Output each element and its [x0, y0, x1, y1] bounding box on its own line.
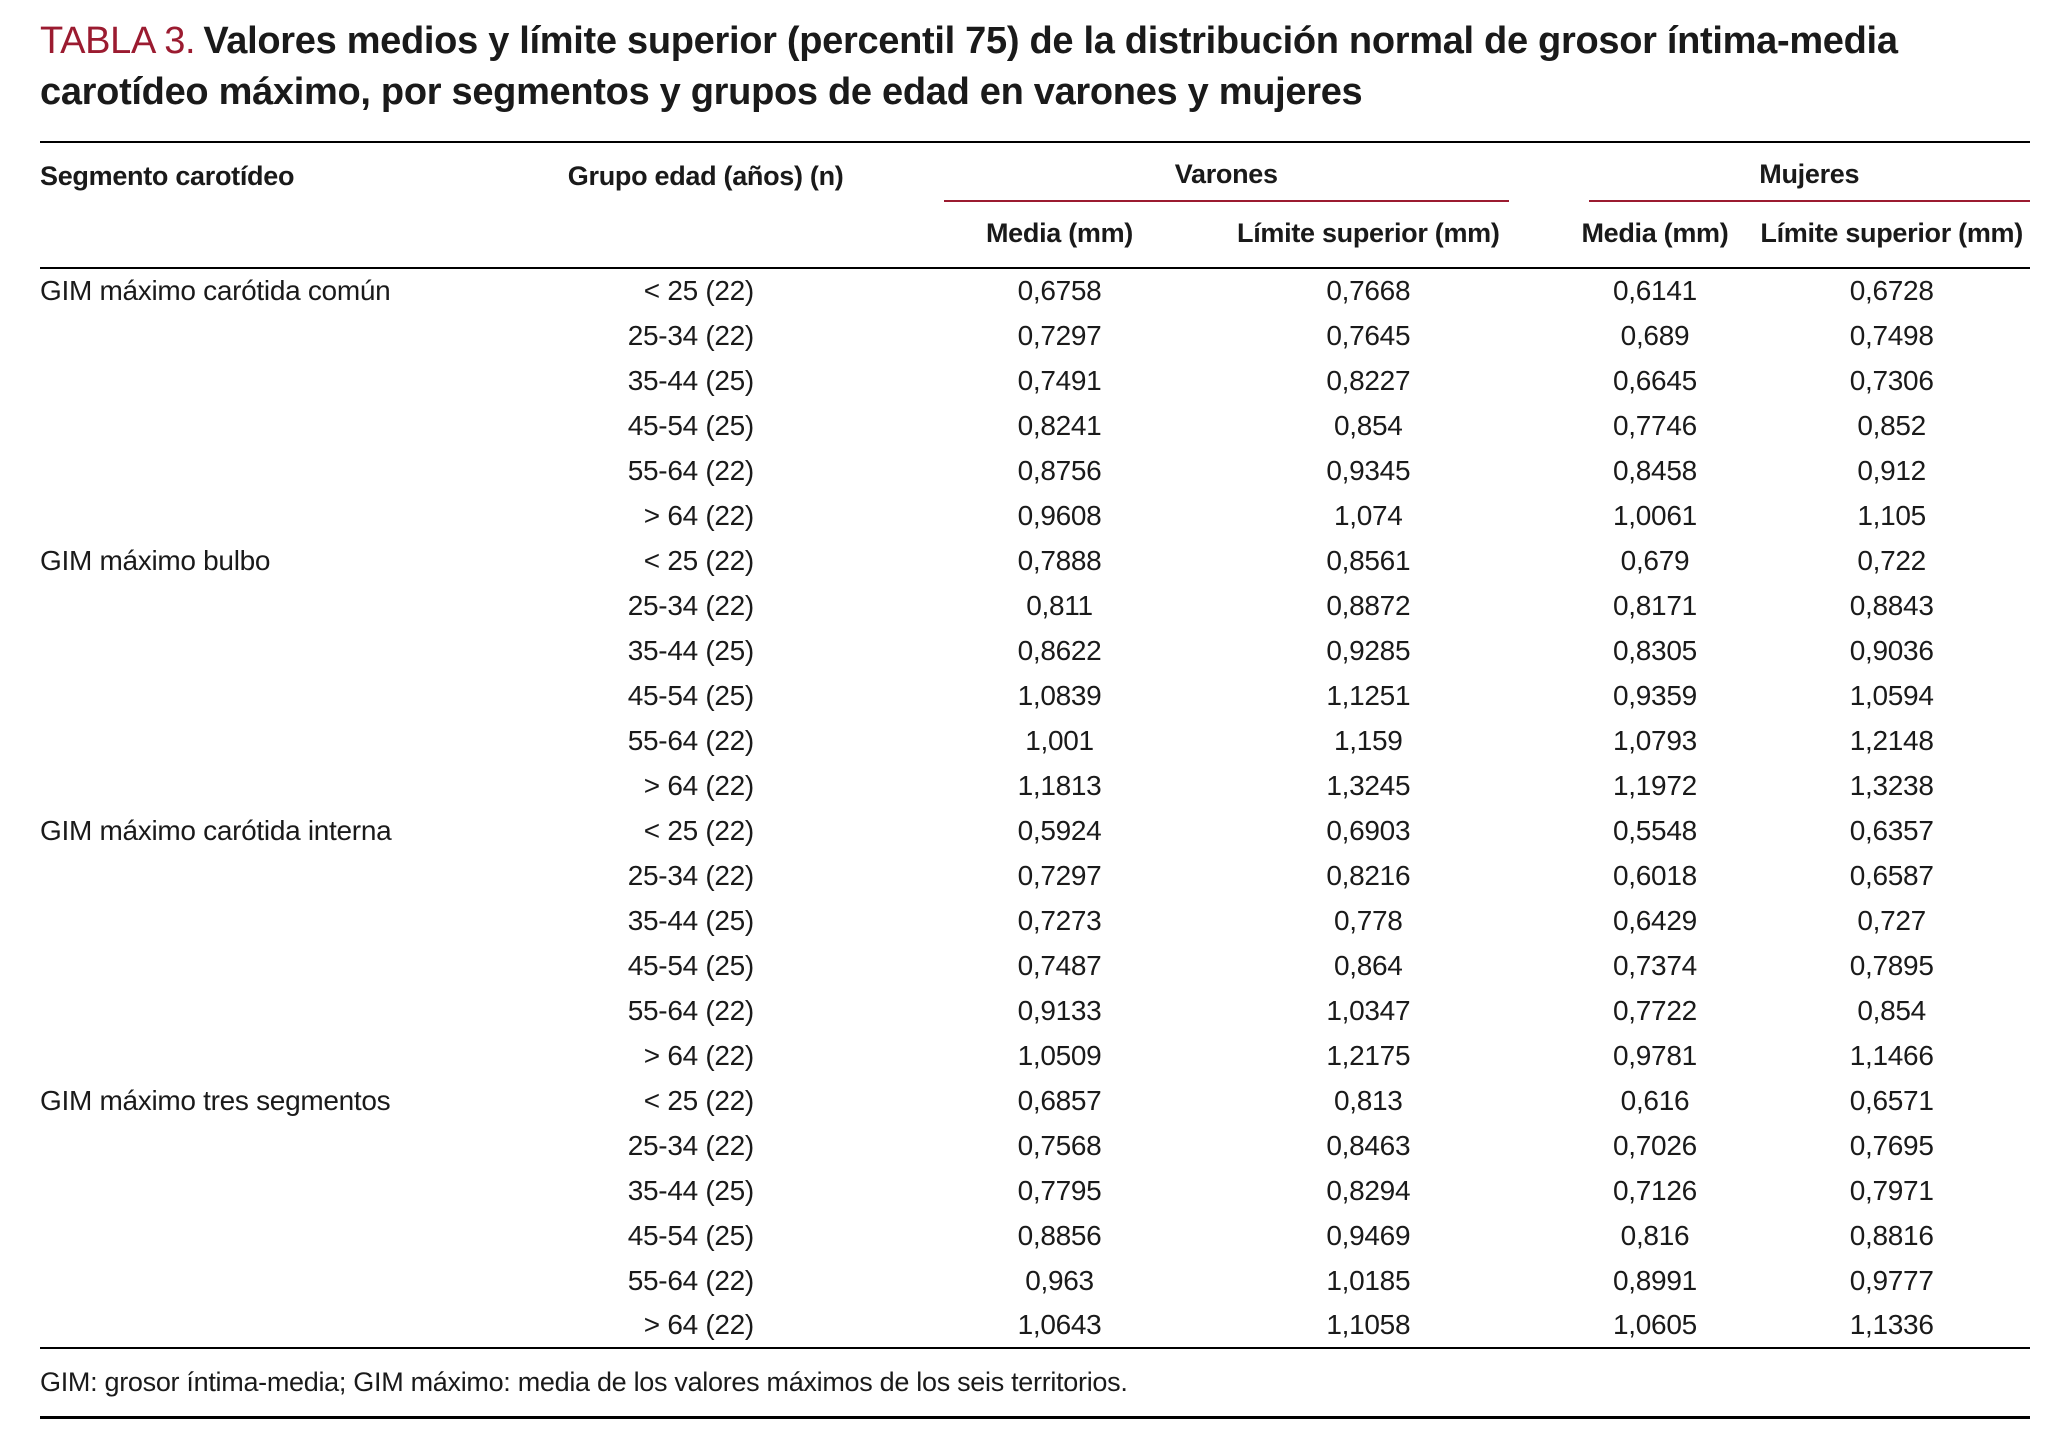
segment-cell — [40, 898, 567, 943]
value-cell: 0,852 — [1857, 409, 1926, 441]
value-cell: 0,9469 — [1326, 1219, 1411, 1251]
segment-cell — [40, 1168, 567, 1213]
age-group-cell: 35-44 (25) — [627, 364, 754, 396]
segment-cell — [40, 493, 567, 538]
value-cell: 0,8171 — [1613, 589, 1697, 621]
value-cell: 0,854 — [1334, 409, 1403, 441]
col-header-mujeres-limite: Límite superior (mm) — [1753, 202, 2030, 268]
value-cell: 0,8463 — [1326, 1129, 1411, 1161]
value-cell: 0,6645 — [1613, 364, 1697, 396]
age-group-cell: 55-64 (22) — [627, 994, 754, 1026]
value-cell: 0,5924 — [1017, 814, 1102, 846]
value-cell: 0,7126 — [1613, 1174, 1697, 1206]
table-footnote: GIM: grosor íntima-media; GIM máximo: media de los valores máximos de los seis territorios. — [40, 1367, 1128, 1398]
age-group-cell: 45-54 (25) — [627, 409, 754, 441]
table-caption-text: Valores medios y límite superior (percentil 75) de la distribución normal de grosor íntima-media carotídeo máximo, por segmentos y grupos de edad en varones y mujeres — [40, 20, 1898, 113]
value-cell: 1,1058 — [1326, 1309, 1411, 1341]
value-cell: 1,0793 — [1613, 724, 1697, 756]
value-cell: 1,0509 — [1017, 1039, 1102, 1071]
age-group-cell: < 25 (22) — [643, 814, 754, 846]
value-cell: 0,9777 — [1849, 1264, 1934, 1296]
value-cell: 1,1466 — [1849, 1039, 1934, 1071]
value-cell: 0,689 — [1620, 319, 1690, 351]
segment-cell — [40, 1258, 567, 1303]
value-cell: 0,727 — [1857, 904, 1926, 936]
table-row — [40, 1258, 2030, 1303]
value-cell: 0,7668 — [1326, 275, 1411, 307]
value-cell: 0,6903 — [1326, 814, 1411, 846]
value-cell: 0,9608 — [1017, 499, 1102, 531]
table-row — [40, 628, 2030, 673]
value-cell: 0,816 — [1620, 1219, 1690, 1251]
value-cell: 1,0061 — [1613, 499, 1697, 531]
value-cell: 0,8458 — [1613, 454, 1697, 486]
table-row — [40, 1078, 2030, 1123]
age-group-cell: 25-34 (22) — [627, 1129, 754, 1161]
age-group-cell: 45-54 (25) — [627, 949, 754, 981]
value-cell: 1,159 — [1334, 724, 1403, 756]
value-cell: 0,7026 — [1613, 1129, 1697, 1161]
age-group-cell: 45-54 (25) — [627, 1219, 754, 1251]
age-group-cell: 25-34 (22) — [627, 589, 754, 621]
table-header — [40, 142, 2030, 268]
segment-cell — [40, 1123, 567, 1168]
group-header-row — [40, 142, 2030, 202]
value-cell: 1,3245 — [1326, 769, 1411, 801]
value-cell: 0,9036 — [1849, 634, 1934, 666]
value-cell: 0,8872 — [1326, 589, 1411, 621]
value-cell: 1,1813 — [1017, 769, 1102, 801]
segment-cell — [40, 1213, 567, 1258]
table-row — [40, 718, 2030, 763]
value-cell: 0,7297 — [1017, 859, 1102, 891]
table-row — [40, 1168, 2030, 1213]
group-header-varones-cell — [844, 142, 1517, 202]
value-cell: 0,7695 — [1849, 1129, 1934, 1161]
segment-cell — [40, 1303, 567, 1348]
table-number-label: TABLA 3. — [40, 20, 196, 62]
value-cell: 1,105 — [1857, 499, 1926, 531]
segment-cell — [40, 718, 567, 763]
table-row — [40, 1123, 2030, 1168]
table-row — [40, 943, 2030, 988]
value-cell: 0,8216 — [1326, 859, 1411, 891]
value-cell: 0,811 — [1026, 589, 1093, 621]
table-row — [40, 448, 2030, 493]
value-cell: 1,001 — [1025, 724, 1094, 756]
segment-cell — [40, 628, 567, 673]
age-group-cell: 55-64 (22) — [627, 724, 754, 756]
value-cell: 0,9285 — [1326, 634, 1411, 666]
value-cell: 0,8843 — [1849, 589, 1934, 621]
value-cell: 1,074 — [1334, 499, 1403, 531]
value-cell: 0,6357 — [1849, 814, 1934, 846]
age-group-cell: 55-64 (22) — [627, 454, 754, 486]
table-row — [40, 313, 2030, 358]
segment-cell: GIM máximo bulbo — [40, 544, 271, 576]
value-cell: 0,679 — [1620, 544, 1690, 576]
value-cell: 0,722 — [1857, 544, 1926, 576]
table-row — [40, 1213, 2030, 1258]
value-cell: 0,7722 — [1613, 994, 1697, 1026]
value-cell: 0,8991 — [1613, 1264, 1697, 1296]
table-row — [40, 1033, 2030, 1078]
value-cell: 0,778 — [1334, 904, 1403, 936]
value-cell: 0,6728 — [1849, 275, 1934, 307]
value-cell: 0,9781 — [1613, 1039, 1697, 1071]
segment-cell — [40, 403, 567, 448]
table-row — [40, 1303, 2030, 1348]
table-row — [40, 853, 2030, 898]
value-cell: 0,6141 — [1613, 275, 1697, 307]
value-cell: 1,0185 — [1326, 1264, 1411, 1296]
value-cell: 0,7273 — [1017, 904, 1102, 936]
table-row — [40, 988, 2030, 1033]
table-row — [40, 538, 2030, 583]
table-row — [40, 583, 2030, 628]
age-group-cell: > 64 (22) — [643, 499, 754, 531]
segment-cell: GIM máximo tres segmentos — [40, 1084, 391, 1116]
value-cell: 0,7306 — [1849, 364, 1934, 396]
segment-cell — [40, 583, 567, 628]
value-cell: 0,963 — [1025, 1264, 1094, 1296]
value-cell: 0,6758 — [1017, 275, 1102, 307]
value-cell: 1,1336 — [1849, 1309, 1934, 1341]
age-group-cell: 25-34 (22) — [627, 319, 754, 351]
value-cell: 0,5548 — [1613, 814, 1697, 846]
age-group-cell: < 25 (22) — [643, 1084, 754, 1116]
table-row — [40, 268, 2030, 313]
value-cell: 0,6587 — [1849, 859, 1934, 891]
table-body — [40, 268, 2030, 1348]
value-cell: 0,8622 — [1017, 634, 1102, 666]
value-cell: 0,854 — [1857, 994, 1926, 1026]
value-cell: 1,0605 — [1613, 1309, 1697, 1341]
age-group-cell: 45-54 (25) — [627, 679, 754, 711]
age-group-cell: 55-64 (22) — [627, 1264, 754, 1296]
table-row — [40, 358, 2030, 403]
group-header-varones: Varones — [944, 143, 1509, 202]
value-cell: 0,7297 — [1017, 319, 1102, 351]
table-caption — [40, 16, 2030, 117]
col-header-segment: Segmento carotídeo — [40, 142, 567, 268]
segment-cell — [40, 853, 567, 898]
age-group-cell: 35-44 (25) — [627, 1174, 754, 1206]
value-cell: 0,9359 — [1613, 679, 1697, 711]
value-cell: 0,7374 — [1613, 949, 1697, 981]
value-cell: 0,8241 — [1017, 409, 1102, 441]
age-group-cell: > 64 (22) — [643, 1309, 754, 1341]
value-cell: 0,8305 — [1613, 634, 1697, 666]
age-group-cell: 35-44 (25) — [627, 904, 754, 936]
value-cell: 1,0594 — [1849, 679, 1934, 711]
segment-cell — [40, 313, 567, 358]
value-cell: 0,864 — [1334, 949, 1403, 981]
value-cell: 0,9133 — [1017, 994, 1102, 1026]
age-group-cell: < 25 (22) — [643, 275, 754, 307]
value-cell: 1,1972 — [1613, 769, 1697, 801]
value-cell: 0,6857 — [1017, 1084, 1102, 1116]
value-cell: 0,8756 — [1017, 454, 1102, 486]
value-cell: 1,2148 — [1849, 724, 1934, 756]
value-cell: 0,8856 — [1017, 1219, 1102, 1251]
segment-cell: GIM máximo carótida interna — [40, 814, 392, 846]
group-header-mujeres: Mujeres — [1589, 143, 2030, 202]
table-row — [40, 493, 2030, 538]
value-cell: 1,1251 — [1326, 679, 1411, 711]
data-table — [40, 141, 2030, 1349]
value-cell: 0,8816 — [1849, 1219, 1934, 1251]
value-cell: 0,7746 — [1613, 409, 1697, 441]
col-header-varones-media: Media (mm) — [844, 202, 1220, 268]
table-row — [40, 808, 2030, 853]
value-cell: 0,8561 — [1326, 544, 1411, 576]
age-group-cell: > 64 (22) — [643, 769, 754, 801]
value-cell: 1,2175 — [1326, 1039, 1411, 1071]
segment-cell: GIM máximo carótida común — [40, 275, 391, 307]
segment-cell — [40, 673, 567, 718]
segment-cell — [40, 448, 567, 493]
value-cell: 0,7895 — [1849, 949, 1934, 981]
age-group-cell: 25-34 (22) — [627, 859, 754, 891]
value-cell: 0,912 — [1857, 454, 1926, 486]
age-group-cell: < 25 (22) — [643, 544, 754, 576]
table-row — [40, 673, 2030, 718]
value-cell: 0,7498 — [1849, 319, 1934, 351]
value-cell: 0,6429 — [1613, 904, 1697, 936]
bottom-rule — [40, 1416, 2030, 1419]
value-cell: 0,616 — [1620, 1084, 1690, 1116]
segment-cell — [40, 1033, 567, 1078]
value-cell: 0,7487 — [1017, 949, 1102, 981]
table-row — [40, 763, 2030, 808]
value-cell: 0,8294 — [1326, 1174, 1411, 1206]
table-row — [40, 898, 2030, 943]
value-cell: 0,7491 — [1017, 364, 1102, 396]
group-header-mujeres-cell — [1517, 142, 2030, 202]
value-cell: 1,0839 — [1017, 679, 1102, 711]
col-header-varones-limite: Límite superior (mm) — [1220, 202, 1517, 268]
value-cell: 0,7568 — [1017, 1129, 1102, 1161]
value-cell: 0,8227 — [1326, 364, 1411, 396]
value-cell: 0,6571 — [1849, 1084, 1934, 1116]
segment-cell — [40, 988, 567, 1033]
value-cell: 1,3238 — [1849, 769, 1934, 801]
age-group-cell: 35-44 (25) — [627, 634, 754, 666]
value-cell: 0,7645 — [1326, 319, 1411, 351]
table-row — [40, 403, 2030, 448]
value-cell: 0,7888 — [1017, 544, 1102, 576]
segment-cell — [40, 943, 567, 988]
value-cell: 1,0347 — [1326, 994, 1411, 1026]
segment-cell — [40, 358, 567, 403]
value-cell: 0,6018 — [1613, 859, 1697, 891]
col-header-age-group: Grupo edad (años) (n) — [567, 142, 844, 268]
segment-cell — [40, 763, 567, 808]
value-cell: 0,813 — [1334, 1084, 1403, 1116]
col-header-mujeres-media: Media (mm) — [1517, 202, 1754, 268]
value-cell: 0,7795 — [1017, 1174, 1102, 1206]
value-cell: 1,0643 — [1017, 1309, 1102, 1341]
value-cell: 0,7971 — [1849, 1174, 1934, 1206]
age-group-cell: > 64 (22) — [643, 1039, 754, 1071]
value-cell: 0,9345 — [1326, 454, 1411, 486]
